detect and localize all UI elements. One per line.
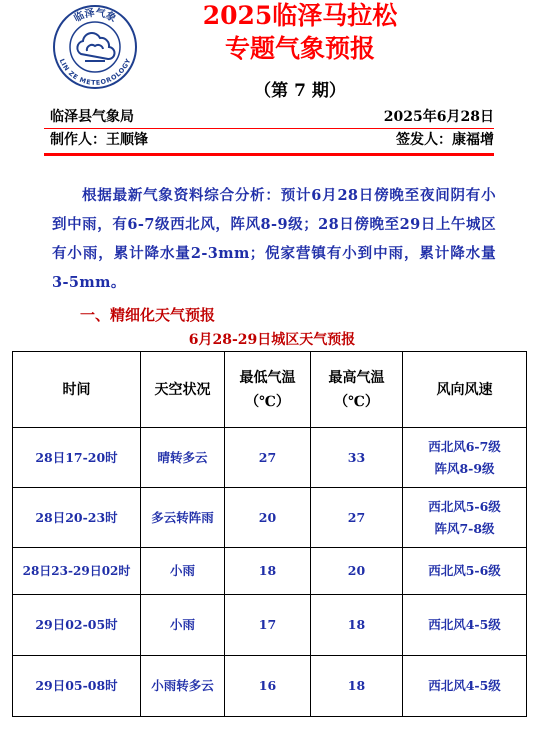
cell-min-temp: 18 [225,548,311,595]
cell-min-temp: 16 [225,656,311,717]
cell-time: 29日05-08时 [13,656,141,717]
issue-number: （第 7 期） [254,81,346,101]
maker-name: 制作人：王顺锋 [50,132,148,148]
cell-wind: 西北风4-5级 [403,656,527,717]
cell-wind: 西北风4-5级 [403,595,527,656]
cell-min-temp: 20 [225,488,311,548]
cell-sky: 晴转多云 [141,428,225,488]
cell-max-temp: 18 [311,595,403,656]
cell-min-temp: 27 [225,428,311,488]
cell-time: 28日17-20时 [13,428,141,488]
meteorology-logo [52,4,138,90]
issue-date: 2025年6月28日 [383,109,494,125]
section-title: 一、精细化天气预报 [80,306,216,324]
divider-thin [44,128,494,129]
table-header-row [13,352,527,428]
header-sky: 天空状况 [141,352,225,428]
forecast-table [12,351,527,717]
report-title-line2: 专题气象预报 [224,34,375,63]
forecast-summary: 根据最新气象资料综合分析：预计6月28日傍晚至夜间阴有小到中雨，有6-7级西北风，阵风8-9级；28日傍晚至29日上午城区有小雨，累计降水量2-3mm；倪家营镇有小到中雨，累计降水量3-5mm。 [52,187,496,291]
agency-name: 临泽县气象局 [50,109,134,125]
table-row [13,488,527,548]
cell-time: 28日20-23时 [13,488,141,548]
cell-max-temp: 20 [311,548,403,595]
table-row [13,428,527,488]
table-row [13,595,527,656]
logo-text-bottom: LIN ZE METEOROLOGY [57,57,133,87]
header-max-temp: 最高气温 （℃） [311,352,403,428]
header-min-temp: 最低气温 （℃） [225,352,311,428]
cell-time: 29日02-05时 [13,595,141,656]
cell-sky: 小雨转多云 [141,656,225,717]
cell-wind: 西北风5-6级 [403,548,527,595]
cell-wind: 西北风6-7级 阵风8-9级 [403,428,527,488]
cell-time: 28日23-29日02时 [13,548,141,595]
cell-max-temp: 27 [311,488,403,548]
cell-sky: 多云转阵雨 [141,488,225,548]
table-caption: 6月28-29日城区天气预报 [188,332,356,348]
cell-max-temp: 33 [311,428,403,488]
cell-max-temp: 18 [311,656,403,717]
cell-sky: 小雨 [141,548,225,595]
divider-thick [44,153,494,156]
table-row [13,548,527,595]
table-row [13,656,527,717]
cell-sky: 小雨 [141,595,225,656]
logo-text-top: 临泽气象 [72,7,118,25]
cell-min-temp: 17 [225,595,311,656]
header-time: 时间 [13,352,141,428]
header-wind: 风向风速 [403,352,527,428]
report-title-line1: 2025临泽马拉松 [202,1,398,30]
signer-name: 签发人：康福增 [396,132,494,148]
cell-wind: 西北风5-6级 阵风7-8级 [403,488,527,548]
